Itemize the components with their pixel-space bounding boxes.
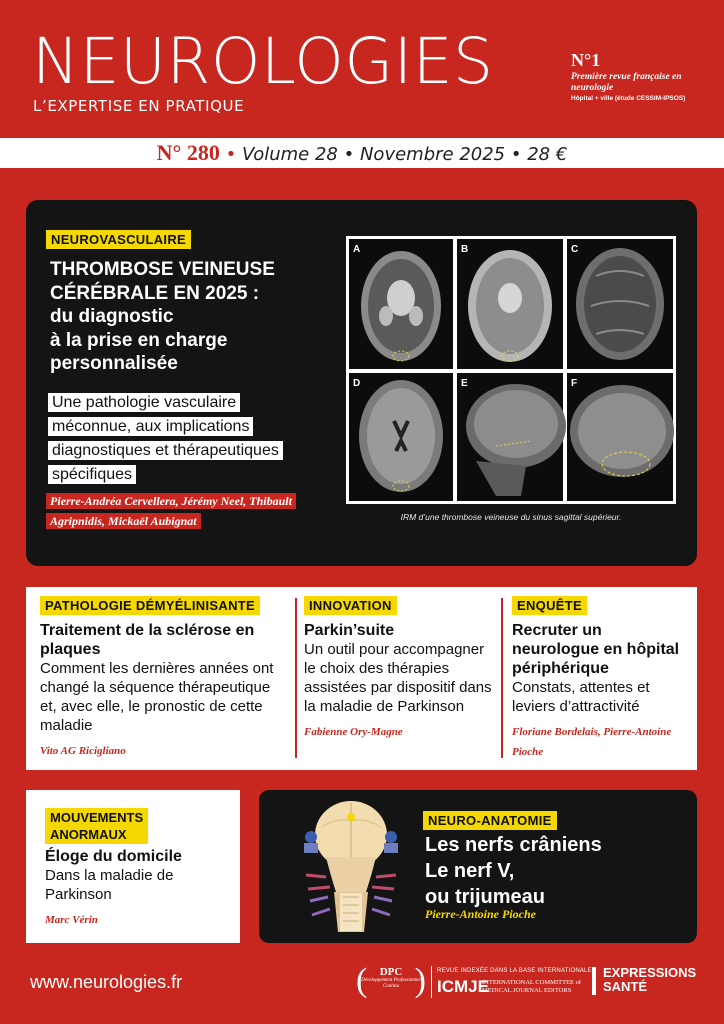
issue-date: Novembre 2025 (359, 144, 506, 165)
footer-divider (431, 966, 432, 998)
article-title: Parkin’suite (304, 622, 395, 639)
section-tag: MOUVEMENTS ANORMAUX (45, 808, 148, 844)
publisher-logo-bar (592, 967, 596, 995)
article-title: Éloge du domicile (45, 848, 182, 865)
bottom-left-content (45, 808, 225, 930)
panel-label-c: C (571, 244, 579, 255)
icmje-label: REVUE INDEXÉE DANS LA BASE INTERNATIONALE (437, 968, 592, 974)
panel-label-a: A (353, 244, 361, 255)
rank-note: Hôpital + ville (étude CESSIM-IPSOS) (571, 95, 686, 102)
rank-description: Première revue française en neurologie (571, 72, 682, 93)
section-tag: INNOVATION (304, 596, 397, 615)
section-tag: PATHOLOGIE DÉMYÉLINISANTE (40, 596, 260, 615)
tagline: L’EXPERTISE EN PRATIQUE (33, 97, 245, 115)
lead-section-tag: NEUROVASCULAIRE (46, 230, 191, 249)
mri-caption: IRM d’une thrombose veineuse du sinus sagittal supérieur. (400, 512, 622, 522)
section-tag: ENQUÊTE (512, 596, 587, 615)
brainstem-illustration-icon (296, 797, 406, 937)
article-author: Pierre-Antoine Pioche (425, 907, 536, 921)
masthead: NEUROLOGIES (32, 25, 494, 98)
panel-label-d: D (353, 378, 361, 389)
section-tag: NEURO-ANATOMIE (423, 811, 557, 830)
panel-label-f: F (571, 378, 578, 389)
icmje-logo: ICMJE (437, 977, 489, 996)
lead-authors: Pierre-Andréa Cervellera, Jérémy Neel, Thibault Agripnidis, Mickaël Aubignat (46, 491, 346, 531)
issue-number: N° 280 (156, 140, 220, 165)
article-subtitle: Un outil pour accompagner le choix des thérapies assistées par dispositif dans la maladie de Parkinson (304, 641, 492, 715)
lead-title[interactable]: THROMBOSE VEINEUSE CÉRÉBRALE EN 2025 : du diagnostic à la prise en charge personnalisée (50, 259, 275, 374)
website-link[interactable]: www.neurologies.fr (30, 972, 183, 992)
article-card[interactable] (40, 596, 290, 761)
dpc-logo: ( ) DPC Développement Professionnel Continu (356, 962, 426, 999)
rank-badge: N°1 (571, 50, 601, 70)
panel-label-b: B (461, 244, 469, 255)
article-title: Traitement de la sclérose en plaques (40, 622, 255, 658)
issue-info: N° 280 • Volume 28 • Novembre 2025 • 28 € (156, 140, 568, 165)
article-card[interactable] (304, 596, 494, 742)
icmje-full-name: INTERNATIONAL COMMITTEE of MEDICAL JOURNAL EDITORS (482, 979, 582, 994)
publisher-logo: EXPRESSIONS SANTÉ (603, 965, 697, 994)
column-divider (295, 598, 297, 758)
article-subtitle: Comment les dernières années ont changé la séquence thérapeutique et, avec elle, le pronostic de cette maladie (40, 660, 274, 734)
issue-volume: Volume 28 (241, 144, 338, 165)
article-subtitle: Dans la maladie de Parkinson (45, 867, 174, 903)
article-author: Marc Vérin (45, 914, 98, 926)
article-title: Les nerfs crâniens Le nerf V, ou trijumeau (425, 834, 602, 908)
article-title: Recruter un neurologue en hôpital périphérique (512, 622, 680, 677)
mri-figure (346, 236, 676, 504)
article-author: Vito AG Ricigliano (40, 745, 126, 757)
column-divider (501, 598, 503, 758)
lead-subtitle: Une pathologie vasculaire méconnue, aux implications diagnostiques et thérapeutiques spécifiques (48, 391, 298, 487)
article-subtitle: Constats, attentes et leviers d’attractivité (512, 679, 650, 715)
article-author: Fabienne Ory-Magne (304, 726, 403, 738)
panel-label-e: E (461, 378, 468, 389)
issue-price: 28 € (527, 144, 568, 165)
article-card[interactable] (512, 596, 692, 762)
article-author: Floriane Bordelais, Pierre-Antoine Pioche (512, 726, 672, 758)
